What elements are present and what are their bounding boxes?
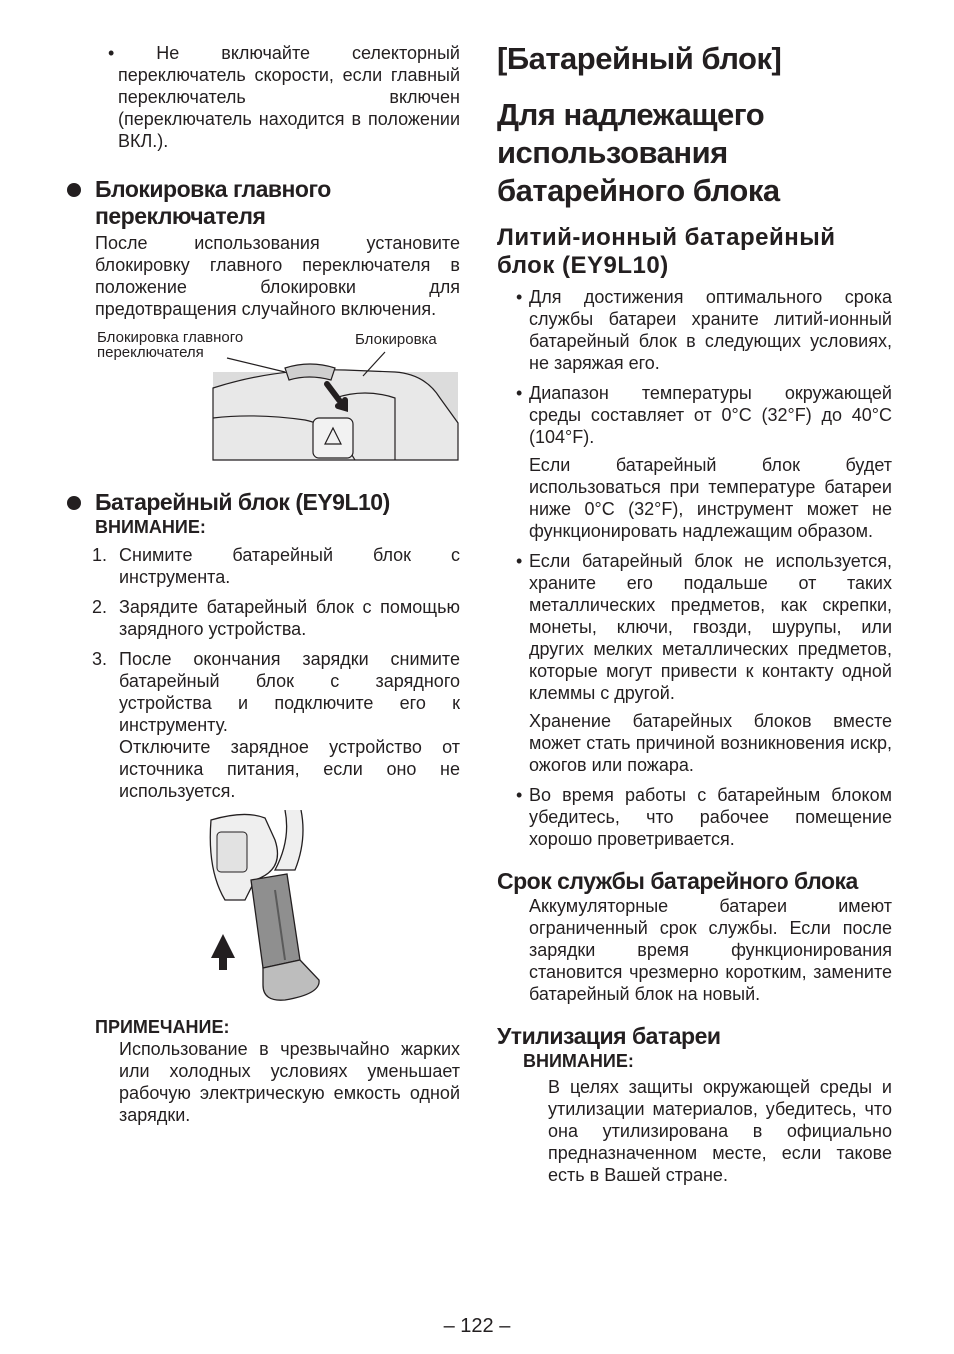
right-column — [497, 40, 892, 1186]
arrow-up-icon — [211, 934, 235, 970]
disposal-heading: Утилизация батареи — [497, 1023, 721, 1049]
disposal-caution: ВНИМАНИЕ: — [523, 1051, 634, 1071]
bullet-item: • Если батарейный блок не используется, храните его подальше от таких металлических предметов, как скрепки, монеты, ключи, гвозди, шурупы, или других мелких металлических предметов, которые могут привести к контакту одной клеммы с другой. Хранение батарейных блоков вместе может стать причиной возникновения искр, ожогов или пожара. — [516, 551, 892, 775]
top-bullet-text: Не включайте селекторный переключатель скорости, если главный переключатель включен (переключатель находится в положении ВКЛ.). — [118, 43, 460, 151]
lock-figure — [95, 328, 460, 463]
battery-caution: ВНИМАНИЕ: — [95, 517, 206, 537]
section-title: [Батарейный блок] — [497, 41, 782, 76]
battery-heading: Батарейный блок (EY9L10) — [95, 489, 460, 516]
lock-heading: Блокировка главного переключателя — [95, 176, 460, 230]
section-subtitle: Для надлежащего использования батарейного блока — [497, 97, 780, 208]
disposal-text: В целях защиты окружающей среды и утилизации материалов, убедитесь, что она утилизирована в официально предназначенном месте, если такове есть в Вашей стране. — [548, 1077, 892, 1185]
left-column — [92, 42, 460, 1126]
figure-label-lock: Блокировка — [355, 331, 437, 348]
bullet-dot-icon — [67, 183, 81, 197]
step-item: 1. Снимите батарейный блок с инструмента. — [92, 545, 460, 587]
step-item: 3. После окончания зарядки снимите батарейный блок с зарядного устройства и подключите его к инструменту. Отключите зарядное устройство от источника питания, если оно не используется. — [92, 649, 460, 801]
top-bullet: • Не включайте селекторный переключатель скорости, если главный переключатель включен (переключатель находится в положении ВКЛ.). — [108, 43, 460, 151]
note-label: ПРИМЕЧАНИЕ: — [95, 1017, 230, 1037]
lock-illustration — [95, 328, 460, 463]
liion-heading: Литий-ионный батарейный блок (EY9L10) — [497, 224, 836, 279]
life-text: Аккумуляторные батареи имеют ограниченный срок службы. Если после зарядки время функционирования становится чрезмерно коротким, замените батарейный блок на новый. — [529, 896, 892, 1004]
bullet-item: • Во время работы с батарейным блоком убедитесь, что рабочее помещение хорошо проветривается. — [516, 785, 892, 849]
page-number: – 122 – — [443, 1315, 511, 1337]
battery-illustration — [95, 810, 460, 1010]
bullet-item: • Для достижения оптимального срока службы батареи храните литий-ионный батарейный блок в следующих условиях, не заряжая его. — [516, 287, 892, 373]
bullet-dot-icon — [67, 496, 81, 510]
battery-steps — [92, 544, 460, 802]
bullet-item: • Диапазон температуры окружающей среды составляет от 0°C (32°F) до 40°C (104°F). Если батарейный блок будет использоваться при температуре батареи ниже 0°C (32°F), инструмент может не функционировать надлежащим образом. — [516, 383, 892, 541]
figure-label-main-switch-lock: Блокировка главного переключателя — [97, 329, 244, 361]
liion-bullets — [497, 286, 892, 850]
step-item: 2. Зарядите батарейный блок с помощью зарядного устройства. — [92, 597, 460, 639]
note-text: Использование в чрезвычайно жарких или холодных условиях уменьшает рабочую электрическую емкость одной зарядки. — [119, 1039, 460, 1125]
life-heading: Срок службы батарейного блока — [497, 868, 858, 894]
lock-text: После использования установите блокировку главного переключателя в положение блокировки для предотвращения случайного включения. — [95, 233, 460, 319]
